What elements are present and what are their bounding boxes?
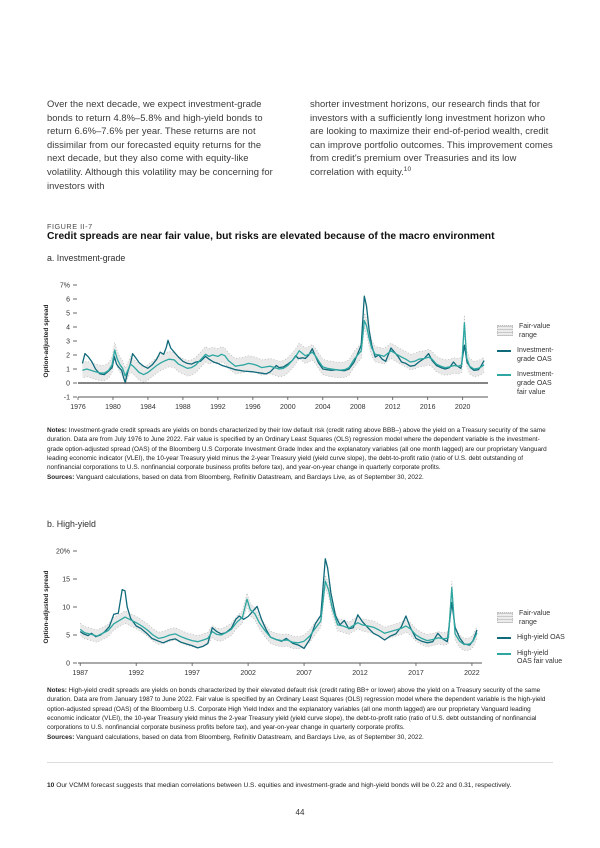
body-column-right (310, 97, 553, 192)
chart-b-plot (40, 542, 520, 682)
y-tick-label: 20% (55, 548, 70, 556)
page-number: 44 (295, 808, 305, 817)
x-tick-label: 2016 (419, 404, 436, 411)
y-tick-label: 7% (59, 282, 70, 290)
x-tick-label: 1980 (105, 404, 121, 411)
figure-label: FIGURE II-7 (47, 222, 93, 231)
chart-b-notes (47, 686, 554, 743)
legend-label: Investment- grade OAS fair value (517, 371, 554, 396)
x-tick-label: 1997 (184, 670, 200, 677)
line-swatch-icon (497, 653, 511, 655)
chart-a-sources-text: Sources: Vanguard calculations, based on data from Bloomberg, Refinitiv Datastream, and Barclays Live, as of September 30, 2022. (47, 474, 424, 482)
x-tick-label: 1992 (128, 670, 144, 677)
y-tick-label: 5 (66, 310, 70, 318)
footnote: 10 Our VCMM forecast suggests that median correlations between U.S. equities and investment-grade and high-yield bonds will be 0.22 and 0.31, respectively. (47, 782, 512, 789)
legend-item (497, 650, 583, 667)
footnote-divider (47, 762, 553, 763)
y-tick-label: 0 (66, 380, 70, 388)
legend-item (497, 323, 583, 340)
y-tick-label: -1 (63, 394, 70, 402)
chart-a-notes (47, 426, 554, 483)
legend-label: Investment- grade OAS (517, 347, 554, 363)
legend-label: High-yield OAS fair value (517, 649, 563, 666)
x-tick-label: 1987 (72, 670, 89, 677)
sources-label: Sources: (47, 474, 75, 482)
figure-title: Credit spreads are near fair value, but risks are elevated because of the macro environment (47, 231, 495, 242)
chart-a-plot (40, 276, 520, 416)
body-text (47, 97, 553, 192)
body-column-right-text: shorter investment horizons, our research finds that for investors with a sufficiently long investment horizon who are looking to maximize their end-of-period wealth, credit can improve portfolio outcomes. This improvement comes from credit's premium over Treasuries and its low correlation with equity. (310, 98, 553, 177)
chart-b-subtitle: b. High-yield (47, 519, 96, 529)
body-column-left: Over the next decade, we expect investment-grade bonds to return 4.8%–5.8% and high-yield bonds to return 6.6%–7.6% per year. These returns are not dissimilar from our forecasted equity returns for the next decade, but they also come with equity-like volatility. Although this volatility may be concerning for investors with (47, 98, 273, 191)
x-tick-label: 1988 (175, 404, 191, 411)
x-tick-label: 2000 (280, 404, 296, 411)
chart-b-notes-text: Notes: High-yield credit spreads are yields on bonds characterized by their elevated default risk (credit rating BB+ or lower) above the yield on a Treasury security of the same duration. Data are from January 1987 to June 2022. Fair value is specified by an Ordinary Least Squares (OLS) regression model where the dependent variable is the high-yield option-adjusted spread (OAS) of the Bloomberg U.S. Corporate High Yield Index and the explanatory variables (all one month lagged) are our proprietary Vanguard leading economic indicator (VLEI), the 10-year Treasury yield minus the 2-year Treasury yield (yield curve slope), the debt-to-profit ratio (ratio of U.S. debt outstanding of nonfinancial corporations to U.S. nonfinancial corporate business profits before tax), and year-on-year change in quarterly corporate profits. (47, 687, 546, 732)
line-swatch-icon (497, 637, 511, 639)
x-tick-label: 2007 (296, 670, 312, 677)
line-swatch-icon (497, 374, 511, 376)
y-tick-label: 4 (66, 324, 70, 332)
x-tick-label: 2008 (349, 404, 366, 411)
x-tick-label: 2022 (464, 670, 480, 677)
legend-label: Fair-value range (519, 323, 551, 339)
x-tick-label: 1976 (70, 404, 86, 411)
chart-a-subtitle: a. Investment-grade (47, 253, 126, 263)
x-tick-label: 2012 (384, 404, 401, 411)
x-tick-label: 2004 (314, 404, 331, 411)
y-tick-label: 6 (66, 296, 70, 304)
band-swatch-icon (497, 325, 513, 336)
y-axis-title: Option-adjusted spread (43, 570, 50, 644)
y-tick-label: 2 (66, 352, 70, 360)
legend-item (497, 634, 583, 643)
line-swatch-icon (497, 350, 511, 352)
legend-item (497, 371, 583, 397)
x-tick-label: 1992 (210, 404, 226, 411)
chart-b-sources-text: Sources: Vanguard calculations, based on data from Bloomberg, Refinitiv Datastream, and Barclays Live, as of September 30, 2022. (47, 734, 424, 742)
y-tick-label: 15 (62, 576, 70, 584)
x-tick-label: 1984 (140, 404, 156, 411)
fair-value-band (82, 313, 484, 384)
footnote-reference: 10 (403, 165, 412, 173)
notes-label: Notes: (47, 427, 67, 434)
chart-a-legend (497, 323, 583, 404)
y-tick-label: 0 (66, 660, 70, 668)
y-tick-label: 1 (66, 366, 70, 374)
chart-b-legend (497, 610, 583, 674)
notes-label: Notes: (47, 687, 67, 694)
y-tick-label: 3 (66, 338, 70, 346)
x-tick-label: 2020 (454, 404, 471, 411)
sources-label: Sources: (47, 734, 75, 742)
legend-label: Fair-value range (519, 610, 551, 626)
y-axis-title: Option-adjusted spread (43, 304, 50, 378)
y-tick-label: 10 (62, 604, 70, 612)
legend-item (497, 347, 583, 364)
legend-item (497, 610, 583, 627)
x-tick-label: 1996 (245, 404, 261, 411)
footnote-number: 10 (47, 782, 55, 789)
x-tick-label: 2017 (408, 670, 424, 677)
x-tick-label: 2002 (240, 670, 256, 677)
chart-a-notes-text: Notes: Investment-grade credit spreads are yields on bonds characterized by their low default risk (credit rating above BBB–) above the yield on a Treasury security of the same duration. Data are from July 1976 to June 2022. Fair value is specified by an Ordinary Least Squares (OLS) regression model where the dependent variable is the investment-grade option-adjusted spread (OAS) of the Bloomberg U.S Corporate Investment Grade Index and the explanatory variables (all one month lagged) are our proprietary Vanguard leading economic indicator (VLEI), the 10-year Treasury yield minus the 2-year Treasury yield (yield curve slope), the debt-to-profit ratio (ratio of U.S. debt outstanding of nonfinancial corporations to U.S. nonfinancial corporate business profits before tax), and year-on-year change in quarterly corporate profits. (47, 427, 547, 472)
y-tick-label: 5 (66, 632, 70, 640)
x-tick-label: 2012 (352, 670, 368, 677)
band-swatch-icon (497, 612, 513, 623)
legend-label: High-yield OAS (517, 634, 565, 642)
